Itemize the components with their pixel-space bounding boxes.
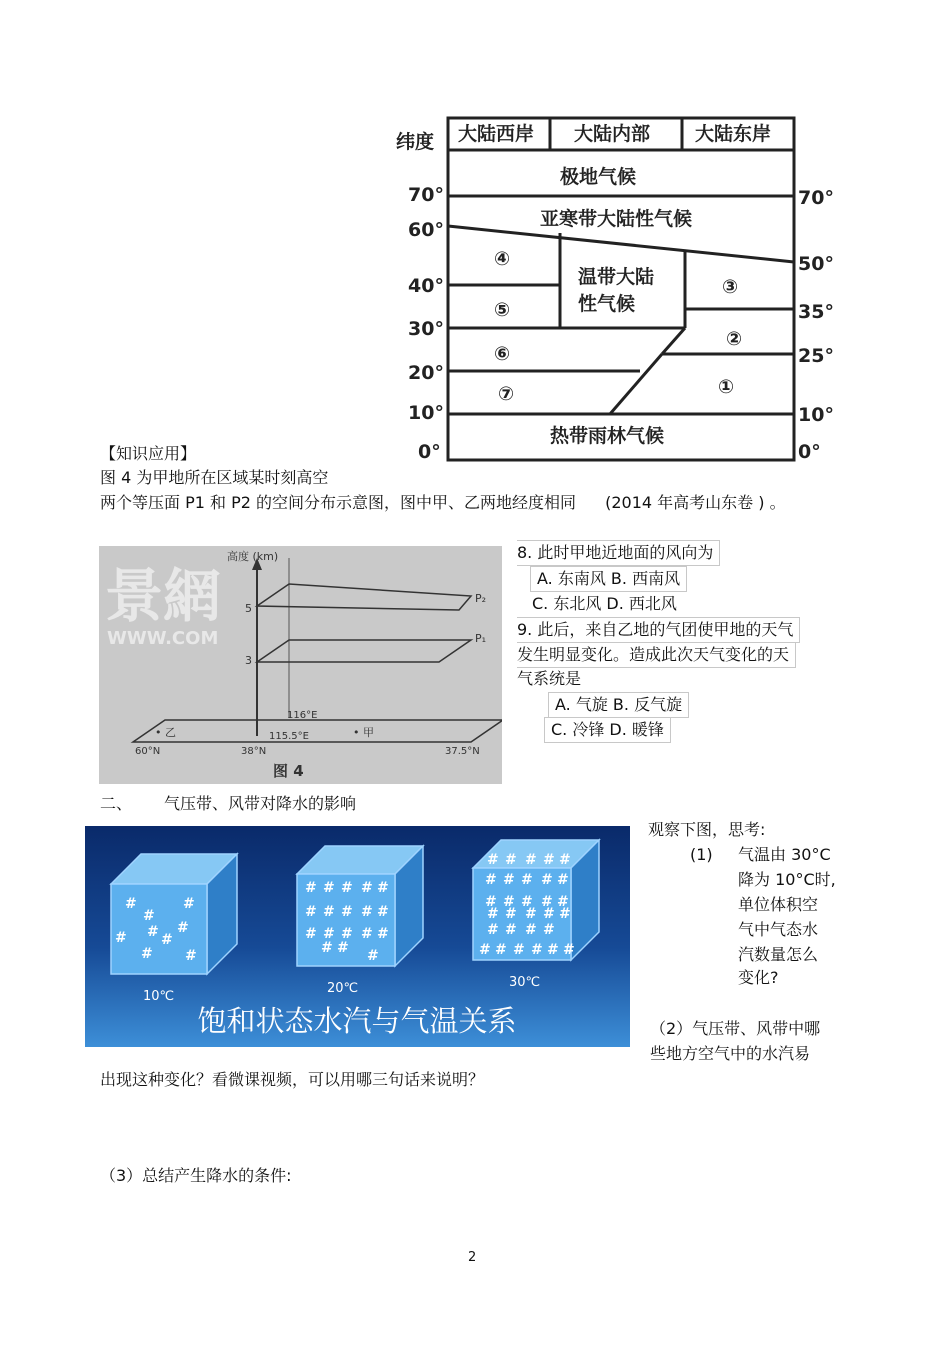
zone-polar: 极地气候 (560, 166, 637, 188)
vapor-hash-marker: # (557, 872, 569, 888)
left-tick-60: 60° (408, 219, 444, 241)
vapor-hash-marker: # (341, 880, 353, 896)
zone-temperate-line2: 性气候 (578, 293, 636, 315)
think-q1-line5: 汽数量怎么 (738, 945, 819, 964)
vapor-hash-marker: # (361, 926, 373, 942)
think-q1-line3: 单位体积空 (738, 895, 819, 914)
vapor-hash-marker: # (341, 904, 353, 920)
question-8: 8. 此时甲地近地面的风向为 (517, 540, 720, 566)
vapor-hash-marker: # (505, 852, 517, 868)
lon-116: 116°E (287, 710, 318, 721)
vapor-hash-marker: # (377, 926, 389, 942)
vapor-hash-marker: # (337, 940, 349, 956)
vapor-hash-marker: # (143, 908, 155, 924)
vapor-hash-marker: # (147, 924, 159, 940)
left-tick-0: 0° (418, 441, 441, 463)
saturated-vapor-figure (85, 826, 630, 1047)
vapor-hash-marker: # (323, 926, 335, 942)
left-tick-20: 20° (408, 362, 444, 384)
page-number: 2 (468, 1250, 477, 1265)
latitude-label: 纬度 (396, 131, 435, 153)
cube-20c-label: 20℃ (327, 981, 359, 996)
header-east-coast: 大陆东岸 (695, 123, 772, 145)
vapor-hash-marker: # (525, 906, 537, 922)
knowledge-line2 (100, 491, 786, 515)
section-2-title: 气压带、风带对降水的影响 (164, 794, 357, 813)
vapor-hash-marker: # (487, 922, 499, 938)
vapor-hash-marker: # (341, 926, 353, 942)
question-9-options-ab: A. 气旋 B. 反气旋 (548, 692, 689, 718)
vapor-hash-marker: # (487, 906, 499, 922)
vapor-hash-marker: # (559, 906, 571, 922)
p2-label: P₂ (475, 592, 487, 605)
think-q1-number: (1) (690, 845, 713, 864)
left-tick-70: 70° (408, 184, 444, 206)
vapor-hash-marker: # (305, 880, 317, 896)
think-q1-line2: 降为 10°C时, (738, 870, 836, 889)
vapor-hash-marker: # (305, 904, 317, 920)
right-tick-70: 70° (798, 187, 834, 209)
zone-5: ⑤ (494, 299, 511, 321)
vapor-figure-title: 饱和状态水汽与气温关系 (197, 1004, 517, 1038)
vapor-hash-marker: # (559, 852, 571, 868)
think-q2-line2: 些地方空气中的水汽易 (650, 1044, 811, 1063)
vapor-hash-marker: # (177, 920, 189, 936)
vapor-hash-marker: # (485, 894, 497, 910)
vapor-hash-marker: # (185, 948, 197, 964)
vapor-hash-marker: # (531, 942, 543, 958)
vapor-hash-marker: # (541, 894, 553, 910)
right-tick-35: 35° (798, 301, 834, 323)
vapor-hash-marker: # (125, 896, 137, 912)
vapor-hash-marker: # (543, 906, 555, 922)
vapor-hash-marker: # (521, 894, 533, 910)
vapor-hash-marker: # (479, 942, 491, 958)
question-8-options-ab: A. 东南风 B. 西南风 (530, 566, 687, 592)
zone-2: ② (726, 328, 743, 350)
cube-30c-label: 30℃ (509, 975, 541, 990)
cube-10c (111, 854, 237, 974)
vapor-hash-marker: # (503, 894, 515, 910)
vapor-hash-marker: # (541, 872, 553, 888)
header-west-coast: 大陆西岸 (458, 123, 535, 145)
vapor-hash-marker: # (547, 942, 559, 958)
vapor-hash-marker: # (377, 880, 389, 896)
vapor-hash-marker: # (367, 948, 379, 964)
vapor-hash-marker: # (563, 942, 575, 958)
figure-4-caption: 图 4 (273, 762, 304, 780)
right-tick-25: 25° (798, 345, 834, 367)
zone-4: ④ (494, 248, 511, 270)
zone-3: ③ (722, 276, 739, 298)
think-q2-line3: 出现这种变化？看微课视频，可以用哪三句话来说明？ (100, 1070, 485, 1089)
question-9-line1: 9. 此后，来自乙地的气团使甲地的天气 (517, 617, 800, 643)
watermark-url: WWW.COM (107, 628, 219, 649)
zone-subarctic: 亚寒带大陆性气候 (540, 208, 693, 230)
question-8-options-cd: C. 东北风 D. 西北风 (532, 594, 677, 613)
vapor-hash-marker: # (323, 880, 335, 896)
lat-38n: 38°N (241, 746, 267, 757)
zone-6: ⑥ (494, 343, 511, 365)
tick-5: 5 (245, 602, 252, 615)
vapor-hash-marker: # (323, 904, 335, 920)
knowledge-line1: 图 4 为甲地所在区域某时刻高空 (100, 468, 329, 487)
vapor-hash-marker: # (161, 932, 173, 948)
point-yi: • 乙 (155, 726, 176, 739)
height-axis-label: 高度 (km) (227, 550, 279, 563)
vapor-hash-marker: # (557, 894, 569, 910)
question-9-options-cd: C. 冷锋 D. 暖锋 (544, 717, 671, 743)
zone-tropical-rainforest: 热带雨林气候 (550, 425, 665, 447)
vapor-hash-marker: # (183, 896, 195, 912)
vapor-hash-marker: # (115, 930, 127, 946)
vapor-hash-marker: # (305, 926, 317, 942)
zone-1: ① (718, 376, 735, 398)
knowledge-line2-text: 两个等压面 P1 和 P2 的空间分布示意图，图中甲、乙两地经度相同 (100, 493, 577, 512)
vapor-hash-marker: # (513, 942, 525, 958)
left-tick-10: 10° (408, 402, 444, 424)
vapor-hash-marker: # (543, 852, 555, 868)
vapor-hash-marker: # (505, 922, 517, 938)
left-tick-40: 40° (408, 275, 444, 297)
p1-label: P₁ (475, 632, 487, 645)
vapor-hash-marker: # (361, 904, 373, 920)
knowledge-source: (2014 年高考山东卷 ) 。 (605, 493, 786, 512)
vapor-hash-marker: # (321, 940, 333, 956)
cube-10c-label: 10℃ (143, 989, 175, 1004)
vapor-hash-marker: # (141, 946, 153, 962)
vapor-hash-marker: # (525, 922, 537, 938)
right-tick-10: 10° (798, 404, 834, 426)
vapor-hash-marker: # (361, 880, 373, 896)
zone-temperate-line1: 温带大陆 (578, 266, 655, 288)
question-9-line2: 发生明显变化。造成此次天气变化的天 (517, 642, 796, 668)
point-jia: • 甲 (353, 726, 374, 739)
lon-115-5: 115.5°E (269, 731, 309, 742)
watermark: 景網 (105, 562, 222, 630)
right-tick-0: 0° (798, 441, 821, 463)
figure-4-isobaric-surfaces (99, 546, 502, 784)
vapor-hash-marker: # (521, 872, 533, 888)
climate-distribution-diagram (390, 110, 850, 470)
right-tick-50: 50° (798, 253, 834, 275)
zone-7: ⑦ (498, 383, 515, 405)
vapor-hash-marker: # (525, 852, 537, 868)
vapor-hash-marker: # (503, 872, 515, 888)
vapor-hash-marker: # (505, 906, 517, 922)
think-q3: （3）总结产生降水的条件: (100, 1166, 292, 1185)
header-interior: 大陆内部 (574, 123, 651, 145)
vapor-hash-marker: # (485, 872, 497, 888)
knowledge-heading: 【知识应用】 (100, 444, 197, 463)
lat-60n: 60°N (135, 746, 161, 757)
tick-3: 3 (245, 654, 252, 667)
think-intro: 观察下图，思考: (648, 820, 766, 839)
vapor-hash-marker: # (377, 904, 389, 920)
think-q1-line6: 变化? (738, 968, 779, 987)
vapor-hash-marker: # (543, 922, 555, 938)
vapor-hash-marker: # (495, 942, 507, 958)
section-2-number: 二、 (100, 794, 133, 813)
question-9-line3: 气系统是 (517, 669, 582, 688)
lat-37-5n: 37.5°N (445, 746, 480, 757)
left-tick-30: 30° (408, 318, 444, 340)
think-q2-line1: （2）气压带、风带中哪 (650, 1019, 821, 1038)
vapor-hash-marker: # (487, 852, 499, 868)
think-q1-line4: 气中气态水 (738, 920, 819, 939)
think-q1-line1: 气温由 30°C (738, 845, 831, 864)
